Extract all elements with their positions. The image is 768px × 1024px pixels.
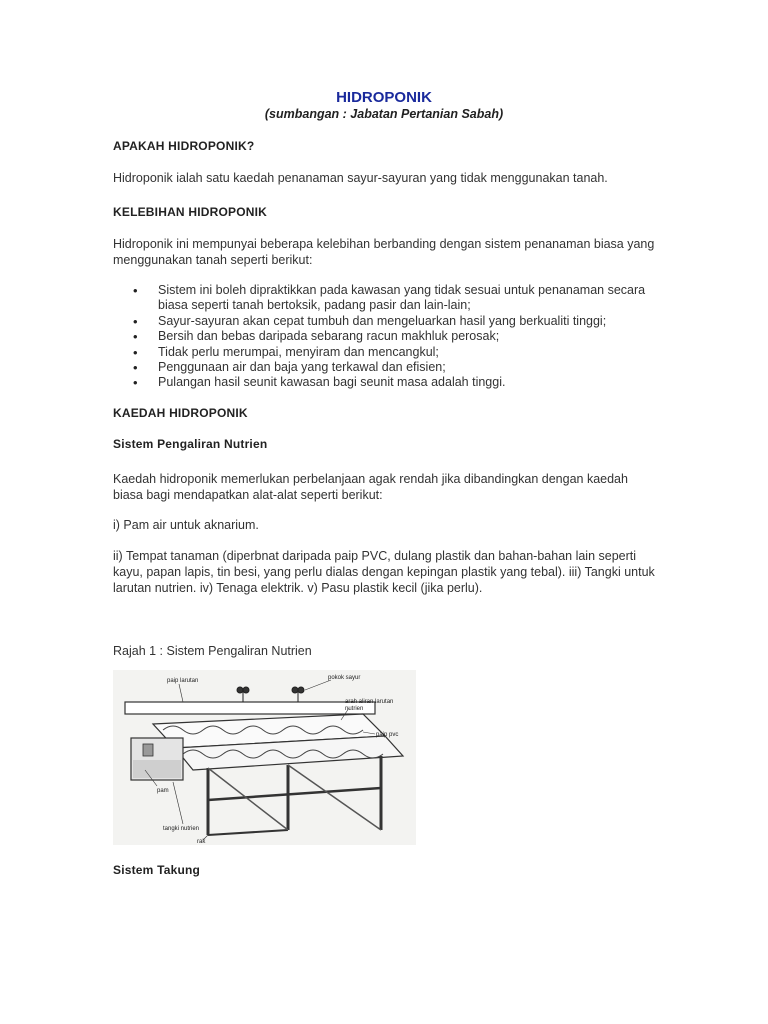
heading-takung: Sistem Takung xyxy=(113,863,201,877)
nutrient-flow-diagram xyxy=(113,670,416,845)
document-title: HIDROPONIK xyxy=(336,89,432,106)
paragraph-kaedah-1: Kaedah hidroponik memerlukan perbelanjaan agak rendah jika dibandingkan dengan kaedah biasa bagi mendapatkan alat-alat seperti berikut: xyxy=(113,472,628,502)
label-tangki-nutrien: tangki nutrien xyxy=(163,826,200,832)
kelebihan-list xyxy=(113,283,673,391)
paragraph-kelebihan-intro: Hidroponik ini mempunyai beberapa kelebihan berbanding dengan sistem penanaman biasa yang menggunakan tanah seperti berikut: xyxy=(113,237,655,267)
label-paip-pvc: paip pvc xyxy=(376,732,399,738)
label-nutrien: nutrien xyxy=(345,706,364,712)
list-item: • Penggunaan air dan baja yang terkawal dan efisien; xyxy=(113,360,673,375)
paragraph-kaedah-2: i) Pam air untuk aknarium. xyxy=(113,518,259,532)
figure-caption: Rajah 1 : Sistem Pengaliran Nutrien xyxy=(113,644,312,658)
list-item: • Pulangan hasil seunit kawasan bagi seunit masa adalah tinggi. xyxy=(113,375,673,390)
label-arah-aliran: arah aliran larutan xyxy=(345,699,394,705)
list-item: • Tidak perlu merumpai, menyiram dan mencangkul; xyxy=(113,345,673,360)
paragraph-apakah: Hidroponik ialah satu kaedah penanaman sayur-sayuran yang tidak menggunakan tanah. xyxy=(113,171,608,185)
paragraph-kaedah-3: ii) Tempat tanaman (diperbnat daripada paip PVC, dulang plastik dan bahan-bahan lain seperti kayu, papan lapis, tin besi, yang perlu dialas dengan kepingan plastik yang tebal). iii) Tangki untuk larutan nutrien. iv) Tenaga elektrik. v) Pasu plastik kecil (jika perlu). xyxy=(113,549,655,595)
label-pokok-sayur: pokok sayur xyxy=(328,675,361,681)
list-item: • Sayur-sayuran akan cepat tumbuh dan mengeluarkan hasil yang berkualiti tinggi; xyxy=(113,314,673,329)
subheading-pengaliran: Sistem Pengaliran Nutrien xyxy=(113,437,268,451)
label-pam: pam xyxy=(157,788,169,794)
heading-kelebihan: KELEBIHAN HIDROPONIK xyxy=(113,205,268,219)
document-subtitle: (sumbangan : Jabatan Pertanian Sabah) xyxy=(264,107,504,121)
label-rak: rak xyxy=(197,839,206,845)
label-paip-larutan: paip larutan xyxy=(167,678,199,684)
list-item: • Bersih dan bebas daripada sebarang racun makhluk perosak; xyxy=(113,329,673,344)
heading-kaedah: KAEDAH HIDROPONIK xyxy=(113,406,248,420)
heading-apakah: APAKAH HIDROPONIK? xyxy=(113,139,255,153)
list-item: • Sistem ini boleh dipraktikkan pada kawasan yang tidak sesuai untuk penanaman secara biasa seperti tanah bertoksik, padang pasir dan lain-lain; xyxy=(113,283,673,314)
